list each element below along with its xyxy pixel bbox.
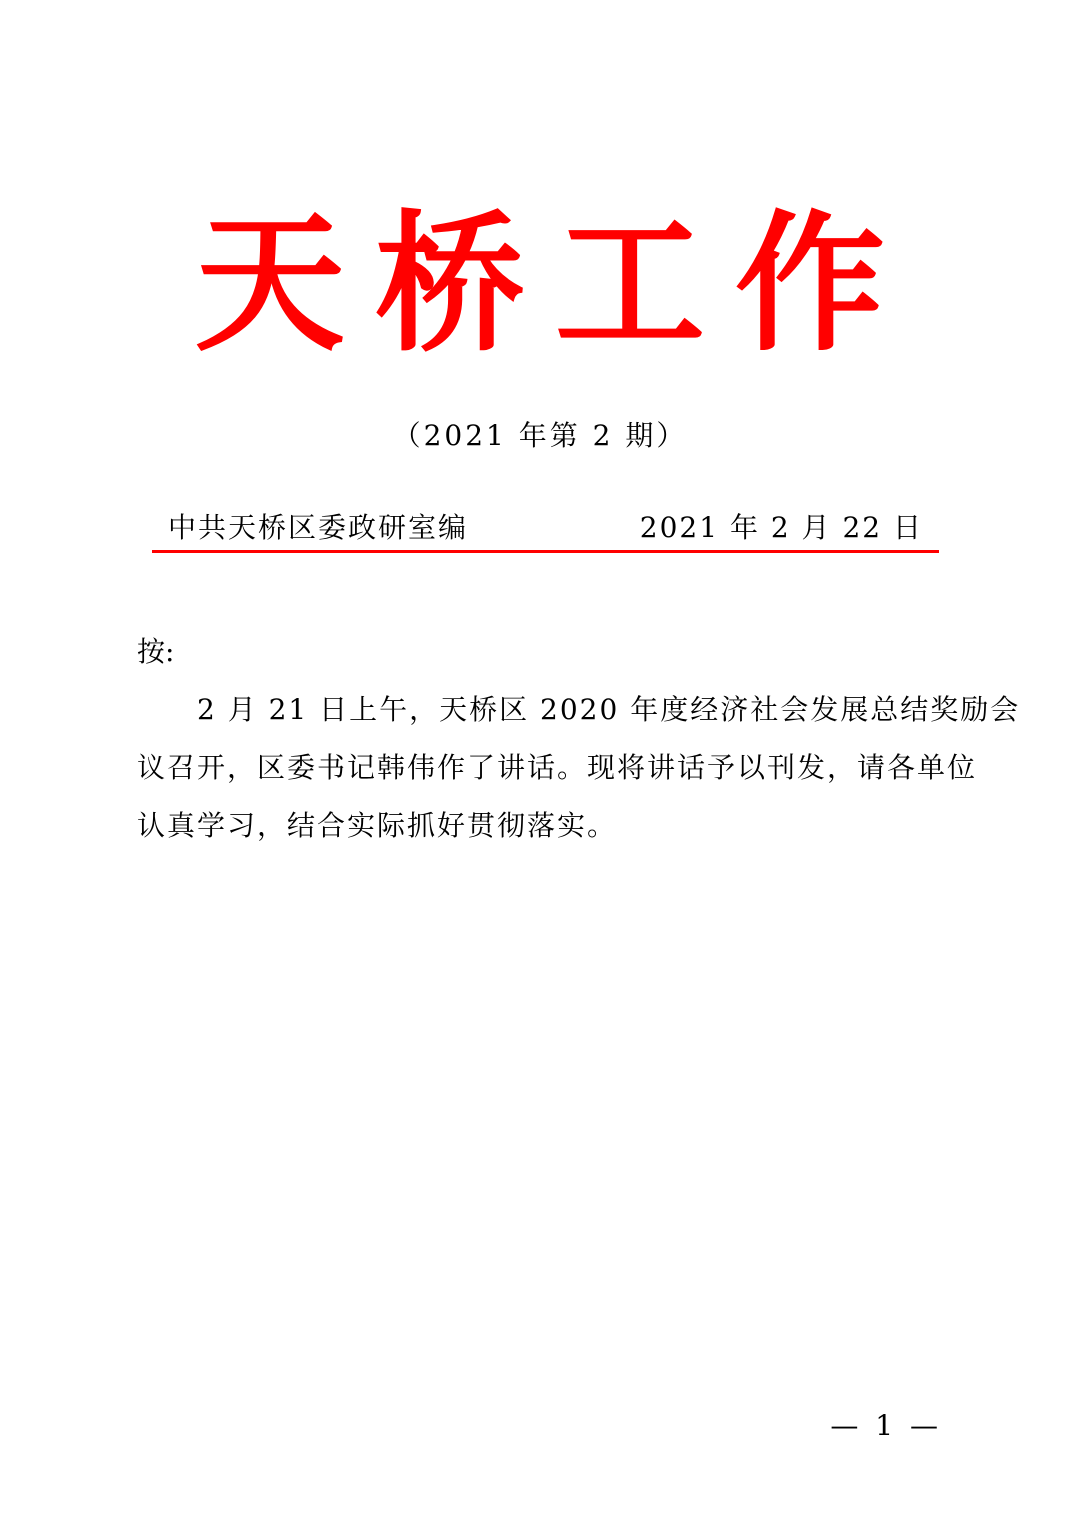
note-line: 认真学习，结合实际抓好贯彻落实。 — [137, 809, 618, 842]
publication-info-row — [168, 506, 923, 550]
issue-number: （2021 年第 2 期） — [392, 419, 688, 452]
red-divider-line — [152, 550, 939, 553]
editor-note-label: 按: — [137, 635, 175, 668]
editor-unit: 中共天桥区委政研室编 — [168, 511, 469, 544]
page-number: — 1 — — [830, 1409, 942, 1442]
editor-note-body — [137, 681, 1021, 855]
publication-date: 2021 年 2 月 22 日 — [639, 511, 923, 544]
masthead-title: 天桥工作 — [194, 198, 915, 372]
note-line: 议召开，区委书记韩伟作了讲话。现将讲话予以刊发，请各单位 — [137, 751, 978, 784]
note-line: 2 月 21 日上午，天桥区 2020 年度经济社会发展总结奖励会 — [137, 693, 1021, 726]
